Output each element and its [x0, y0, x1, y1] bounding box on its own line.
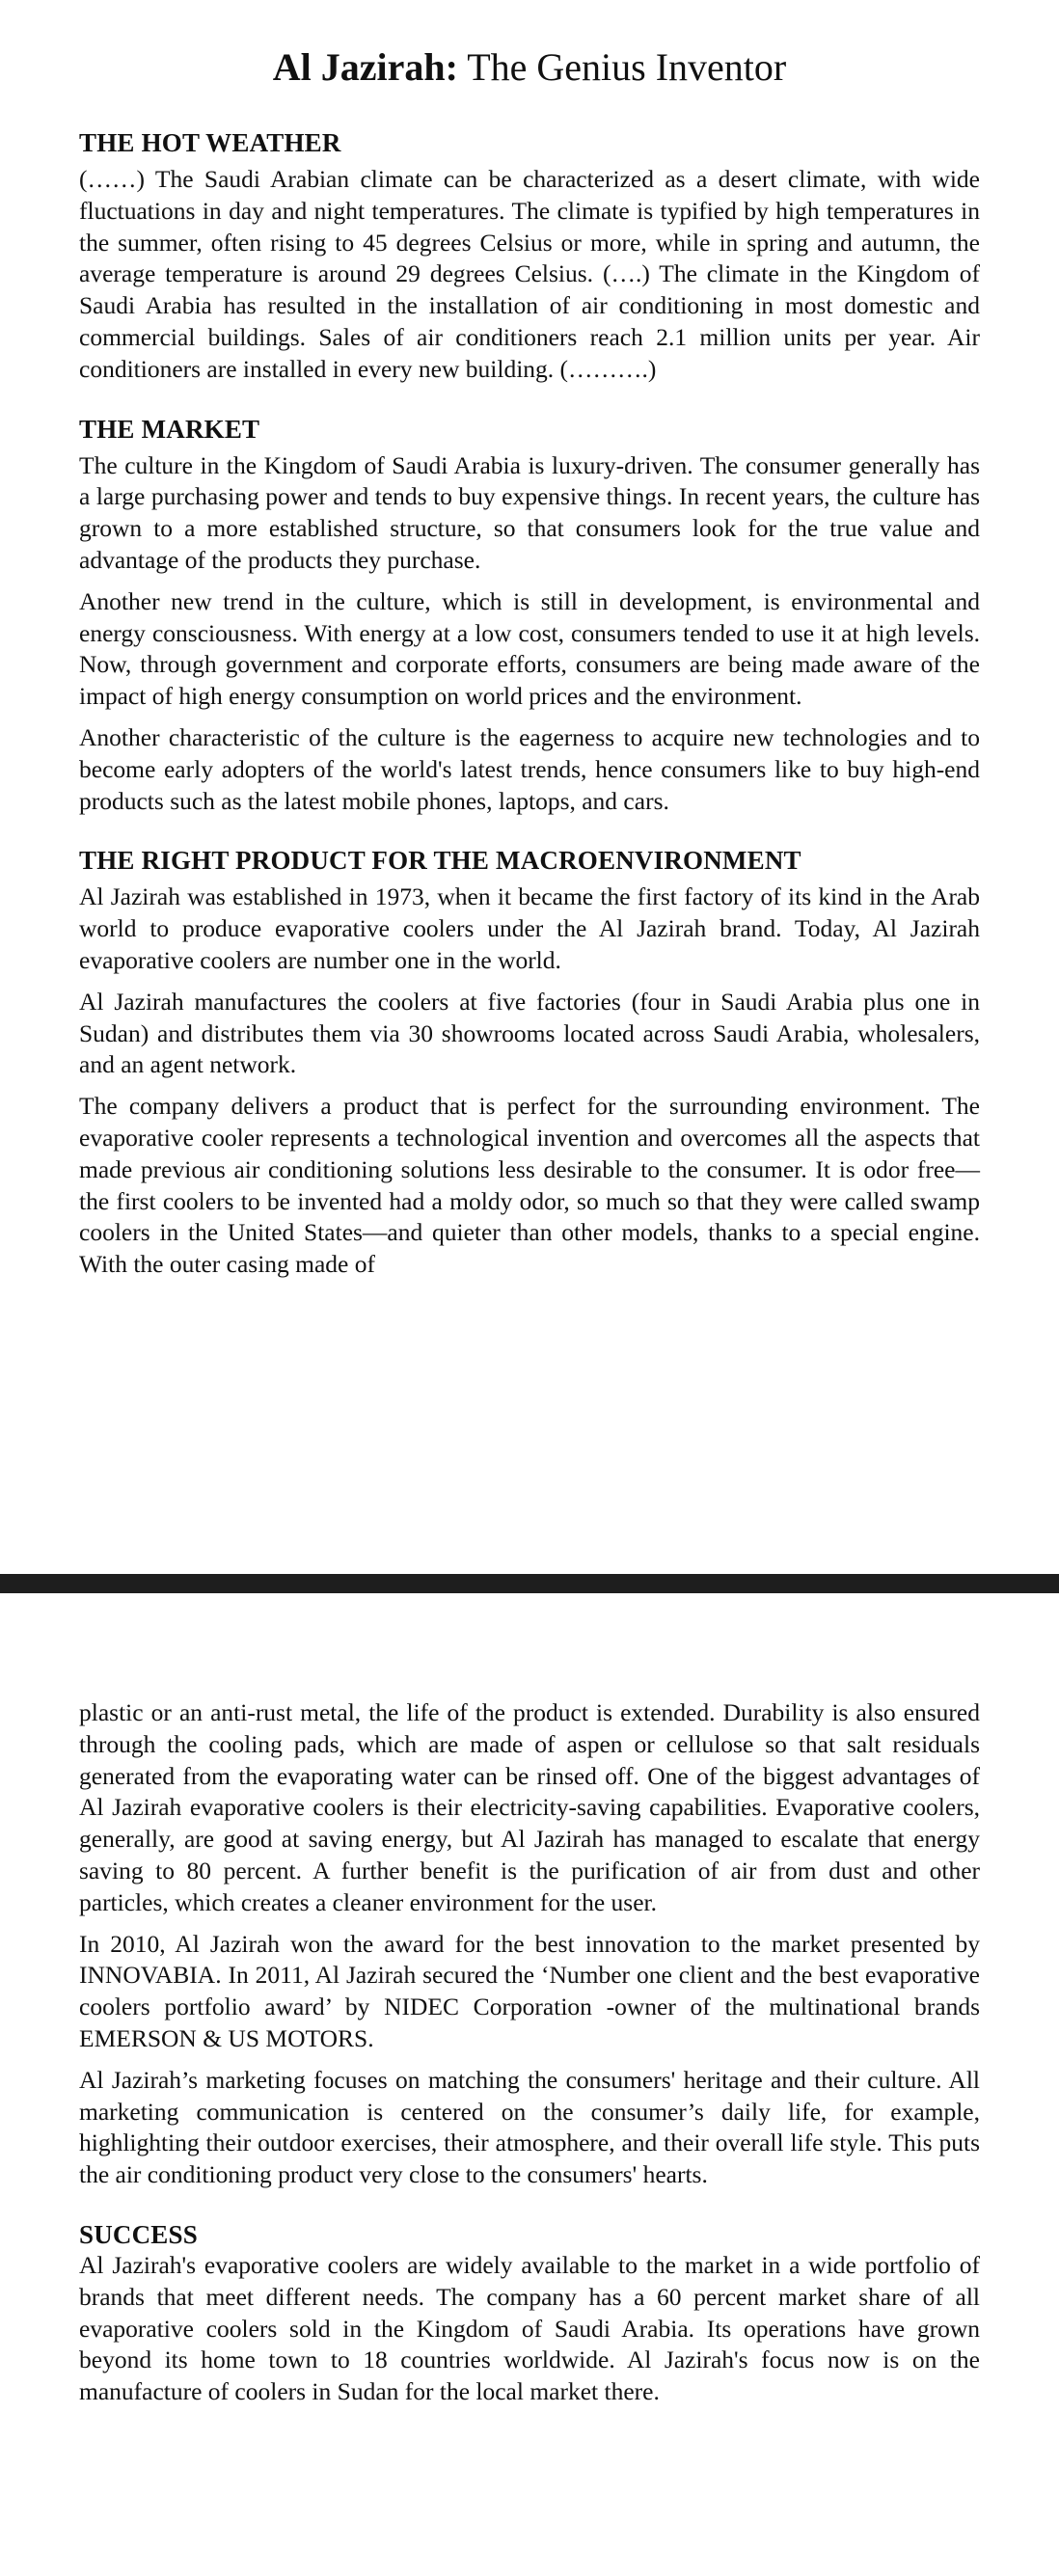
- paragraph: Another characteristic of the culture is the eagerness to acquire new technologies and to become early adopters of the world's latest trends, hence consumers like to buy high-end products such as the latest mobile phones, laptops, and cars.: [79, 722, 980, 815]
- paragraph: Al Jazirah's evaporative coolers are widely available to the market in a wide portfolio of brands that meet different needs. The company has a 60 percent market share of all evaporative coolers sold in the Kingdom of Saudi Arabia. Its operations have grown beyond its home town to 18 countries worldwide. Al Jazirah's focus now is on the manufacture of coolers in Sudan for the local market there.: [79, 2250, 980, 2406]
- section-heading: THE MARKET: [79, 414, 260, 444]
- paragraph: The culture in the Kingdom of Saudi Arabia is luxury-driven. The consumer generally has a large purchasing power and tends to buy expensive things. In recent years, the culture has grown to a more established structure, so that consumers look for the true value and advantage of the products they purchase.: [79, 450, 980, 574]
- section-right-product-continued: [79, 1697, 980, 2191]
- section-market: [79, 415, 980, 818]
- section-heading: THE HOT WEATHER: [79, 128, 341, 157]
- paragraph: plastic or an anti-rust metal, the life of the product is extended. Durability is also ensured through the cooling pads, which are made of aspen or cellulose so that salt residuals generated from the evaporating water can be rinsed off. One of the biggest advantages of Al Jazirah evaporative coolers is their electricity-saving capabilities. Evaporative coolers, generally, are good at saving energy, but Al Jazirah has managed to escalate that energy saving to 80 percent. A further benefit is the purification of air from dust and other particles, which creates a cleaner environment for the user.: [79, 1698, 980, 1916]
- section-heading: SUCCESS: [79, 2219, 198, 2249]
- section-right-product: [79, 846, 980, 1281]
- document-title: [79, 44, 980, 90]
- paragraph: (……) The Saudi Arabian climate can be characterized as a desert climate, with wide fluctuations in day and night temperatures. The climate is typified by high temperatures in the summer, often rising to 45 degrees Celsius or more, while in spring and autumn, the average temperature is around 29 degrees Celsius. (….) The climate in the Kingdom of Saudi Arabia has resulted in the installation of air conditioning in most domestic and commercial buildings. Sales of air conditioners reach 2.1 million units per year. Air conditioners are installed in every new building. (……….): [79, 165, 980, 383]
- paragraph: Al Jazirah was established in 1973, when it became the first factory of its kind in the Arab world to produce evaporative coolers under the Al Jazirah brand. Today, Al Jazirah evaporative coolers are number one in the world.: [79, 882, 980, 974]
- page-break-bar: [0, 1574, 1059, 1593]
- section-success: [79, 2220, 980, 2408]
- paragraph: Al Jazirah’s marketing focuses on matching the consumers' heritage and their culture. All marketing communication is centered on the consumer’s daily life, for example, highlighting their outdoor exercises, their atmosphere, and their overall life style. This puts the air conditioning product very close to the consumers' hearts.: [79, 2065, 980, 2189]
- paragraph: Another new trend in the culture, which is still in development, is environmental and energy consciousness. With energy at a low cost, consumers tended to use it at high levels. Now, through government and corporate efforts, consumers are being made aware of the impact of high energy consumption on world prices and the environment.: [79, 586, 980, 711]
- section-hot-weather: [79, 128, 980, 386]
- title-subtitle: The Genius Inventor: [467, 45, 787, 89]
- paragraph: Al Jazirah manufactures the coolers at five factories (four in Saudi Arabia plus one in Sudan) and distributes them via 30 showrooms located across Saudi Arabia, wholesalers, and an agent network.: [79, 987, 980, 1079]
- paragraph: The company delivers a product that is perfect for the surrounding environment. The evaporative cooler represents a technological invention and overcomes all the aspects that made previous air conditioning solutions less desirable to the consumer. It is odor free—the first coolers to be invented had a moldy odor, so much so that they were called swamp coolers in the United States—and quieter than other models, thanks to a special engine. With the outer casing made of: [79, 1092, 980, 1279]
- paragraph: In 2010, Al Jazirah won the award for the best innovation to the market presented by INNOVABIA. In 2011, Al Jazirah secured the ‘Number one client and the best evaporative coolers portfolio award’ by NIDEC Corporation -owner of the multinational brands EMERSON & US MOTORS.: [79, 1929, 980, 2052]
- title-brand: Al Jazirah:: [272, 45, 458, 89]
- section-heading: THE RIGHT PRODUCT FOR THE MACROENVIRONMENT: [79, 846, 801, 876]
- page-2: [0, 1697, 1059, 2437]
